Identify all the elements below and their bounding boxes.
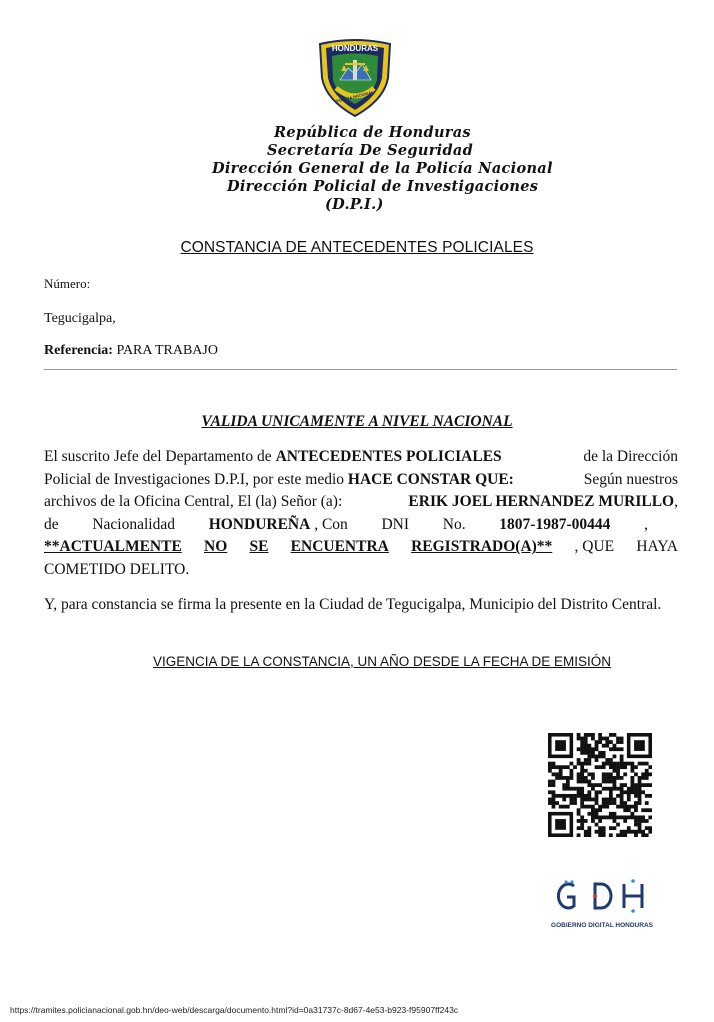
document-title: CONSTANCIA DE ANTECEDENTES POLICIALES [180, 239, 534, 256]
footer-url[interactable]: https://tramites.policianacional.gob.hn/deo-web/descarga/documento.html?id=0a31737c-8d67-4e53-b923-f95907ff243c [10, 1005, 459, 1015]
status-word: SE [249, 538, 269, 556]
status-tail: HAYA [636, 538, 678, 556]
status-word: NO [204, 538, 228, 556]
institution-line-4: Dirección Policial de Investigaciones [227, 178, 539, 195]
body-paragraph-2: Y, para constancia se firma la presente en la Ciudad de Tegucigalpa, Municipio del Distrito Central. [44, 596, 662, 613]
comma: , [644, 515, 648, 533]
lugar-text: Tegucigalpa, [44, 311, 116, 326]
body-line-4 [44, 514, 678, 537]
body-paragraph-1 [44, 446, 678, 582]
body-line-6: COMETIDO DELITO. [44, 560, 190, 578]
body-text: Según nuestros [583, 470, 678, 488]
status-word: REGISTRADO(A)** [411, 538, 553, 556]
body-text: de la Dirección [583, 448, 678, 465]
hace-constar: HACE CONSTAR QUE: [347, 470, 514, 488]
scope-notice: VALIDA UNICAMENTE A NIVEL NACIONAL [201, 413, 513, 430]
body-text: Policial de Investigaciones D.P.I, por este medio HACE CONSTAR QUE: [44, 470, 514, 488]
body-text: archivos de la Oficina Central, El (la) Señor (a): [44, 493, 343, 511]
status-tail: , QUE [574, 538, 615, 556]
institution-line-2: Secretaría De Seguridad [267, 142, 474, 159]
nationality: HONDUREÑA [208, 515, 311, 533]
referencia-row [44, 343, 218, 359]
institution-line-5: (D.P.I.) [325, 196, 384, 213]
institution-line-1: República de Honduras [274, 124, 471, 141]
word-dni: DNI [381, 515, 410, 533]
word-de: de [44, 515, 59, 533]
policia-nacional-emblem [314, 34, 396, 118]
body-line-1 [44, 446, 678, 469]
divider [44, 369, 677, 370]
word-nacionalidad: Nacionalidad [92, 515, 175, 533]
body-text: El suscrito Jefe del Departamento de ANTECEDENTES POLICIALES [44, 448, 502, 465]
gdh-letters [548, 876, 664, 916]
nationality-wrap: HONDUREÑA , Con [208, 515, 348, 533]
person-name: ERIK JOEL HERNANDEZ MURILLO [408, 493, 675, 511]
emblem-band-text: POLICIA NACIONAL [335, 89, 375, 104]
body-line-3 [44, 491, 678, 514]
body-line-5 [44, 536, 678, 559]
department-name: ANTECEDENTES POLICIALES [275, 448, 502, 465]
emblem-title: HONDURAS [331, 44, 379, 53]
gdh-caption: GOBIERNO DIGITAL HONDURAS [551, 922, 653, 929]
gdh-logo [548, 876, 664, 936]
referencia-label: Referencia: [44, 343, 113, 358]
referencia-value: PARA TRABAJO [116, 343, 218, 358]
validity-notice: VIGENCIA DE LA CONSTANCIA, UN AÑO DESDE LA FECHA DE EMISIÓN [152, 654, 612, 669]
status-word: ENCUENTRA [290, 538, 389, 556]
institution-line-3: Dirección General de la Policía Nacional [212, 160, 553, 177]
word-no: No. [442, 515, 466, 533]
person-name-wrap: ERIK JOEL HERNANDEZ MURILLO, [408, 493, 678, 511]
dni-number: 1807-1987-00444 [499, 515, 611, 533]
status-word: **ACTUALMENTE [44, 538, 182, 556]
qr-code [548, 733, 652, 837]
numero-label: Número: [44, 276, 91, 291]
body-line-2 [44, 469, 678, 492]
